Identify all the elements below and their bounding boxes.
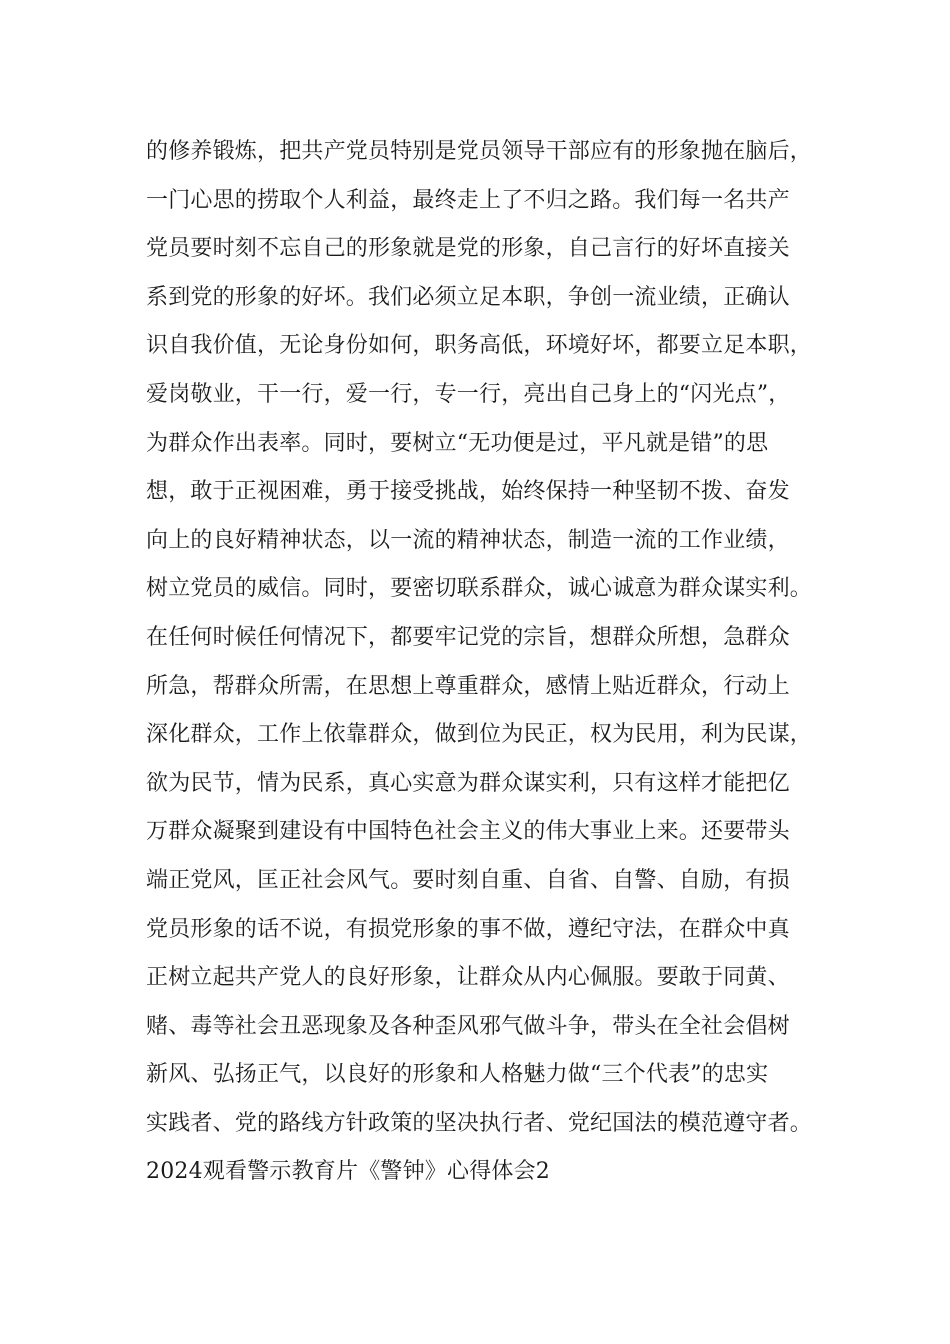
text-line: 赌、毒等社会丑恶现象及各种歪风邪气做斗争，带头在全社会倡树	[146, 1013, 790, 1039]
text-line: 系到党的形象的好坏。我们必须立足本职，争创一流业绩，正确认	[146, 284, 790, 310]
text-line: 所急，帮群众所需，在思想上尊重群众，感情上贴近群众，行动上	[146, 673, 790, 699]
text-line: 欲为民节，情为民系，真心实意为群众谋实利，只有这样才能把亿	[146, 770, 790, 796]
text-line: 爱岗敬业，干一行，爱一行，专一行，亮出自己身上的“闪光点”，	[146, 381, 791, 407]
text-line: 党员要时刻不忘自己的形象就是党的形象，自己言行的好坏直接关	[146, 236, 790, 262]
text-line: 正树立起共产党人的良好形象，让群众从内心佩服。要敢于同黄、	[146, 965, 790, 991]
text-line: 新风、弘扬正气，以良好的形象和人格魅力做“三个代表”的忠实	[146, 1062, 769, 1088]
text-line: 实践者、党的路线方针政策的坚决执行者、党纪国法的模范遵守者。	[146, 1110, 813, 1136]
text-line: 深化群众，工作上依靠群众，做到位为民正，权为民用，利为民谋，	[146, 722, 813, 748]
text-line: 党员形象的话不说，有损党形象的事不做，遵纪守法，在群众中真	[146, 916, 790, 942]
text-line: 想，敢于正视困难，勇于接受挑战，始终保持一种坚韧不拨、奋发	[146, 479, 790, 505]
text-line: 树立党员的威信。同时，要密切联系群众，诚心诚意为群众谋实利。	[146, 576, 813, 602]
text-line: 端正党风，匡正社会风气。要时刻自重、自省、自警、自励，有损	[146, 867, 790, 893]
section-heading: 2024观看警示教育片《警钟》心得体会2	[146, 1159, 550, 1185]
text-line: 向上的良好精神状态，以一流的精神状态，制造一流的工作业绩，	[146, 527, 790, 553]
text-line: 识自我价值，无论身份如何，职务高低，环境好坏，都要立足本职，	[146, 333, 813, 359]
text-line: 为群众作出表率。同时，要树立“无功便是过，平凡就是错”的思	[146, 430, 769, 456]
text-line: 的修养锻炼，把共产党员特别是党员领导干部应有的形象抛在脑后，	[146, 139, 813, 164]
text-line: 一门心思的捞取个人利益，最终走上了不归之路。我们每一名共产	[146, 187, 790, 213]
body-text	[146, 128, 826, 1197]
text-line: 在任何时候任何情况下，都要牢记党的宗旨，想群众所想，急群众	[146, 624, 790, 650]
text-line: 万群众凝聚到建设有中国特色社会主义的伟大事业上来。还要带头	[146, 819, 790, 845]
